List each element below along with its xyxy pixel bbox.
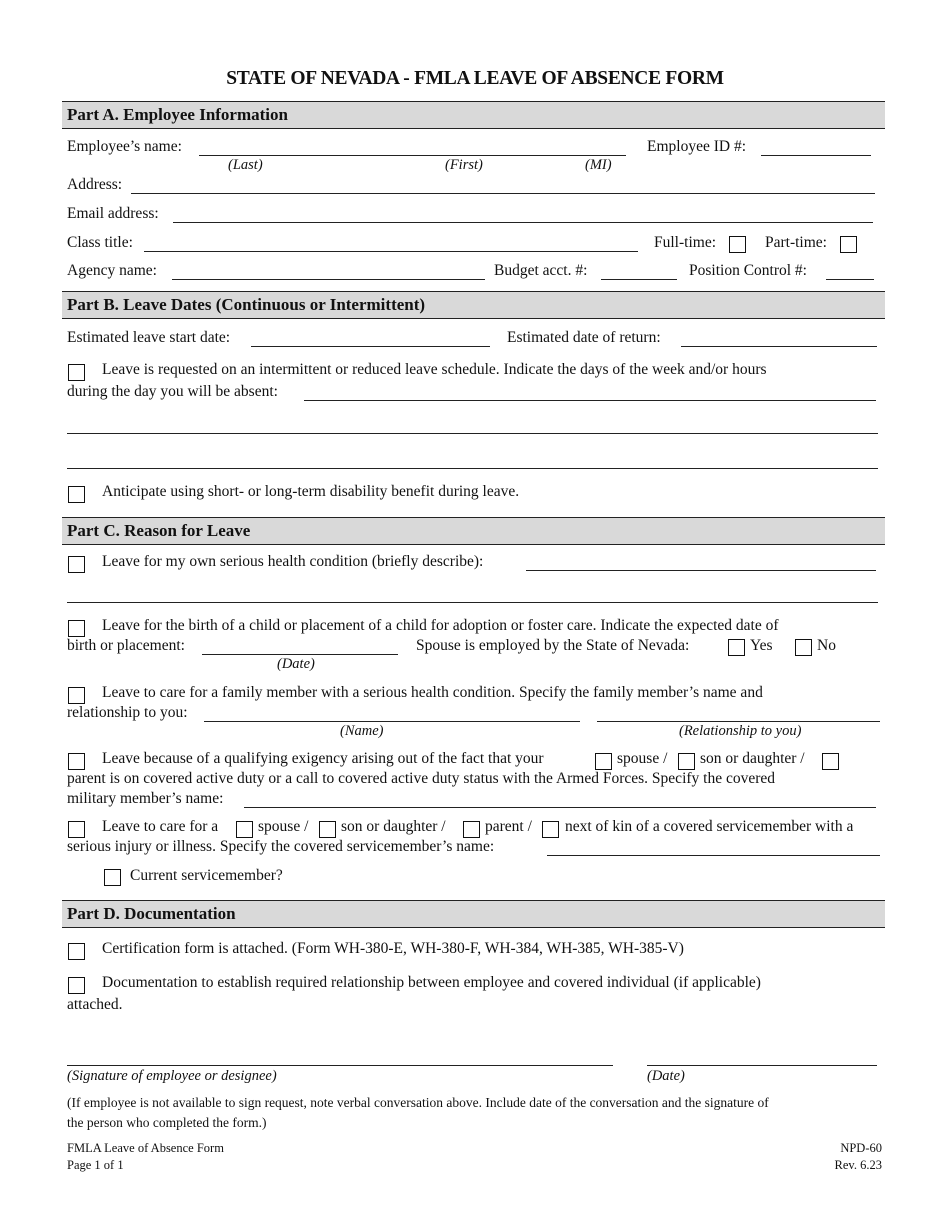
family-text-2: relationship to you: xyxy=(67,704,188,721)
exigency-parent-checkbox[interactable] xyxy=(822,753,839,770)
footer-revision: Rev. 6.23 xyxy=(834,1158,882,1172)
exigency-son-label: son or daughter / xyxy=(700,750,805,767)
service-spouse-checkbox[interactable] xyxy=(236,821,253,838)
own-health-label: Leave for my own serious health condition (briefly describe): xyxy=(102,553,484,570)
part-b-header: Part B. Leave Dates (Continuous or Intermittent) xyxy=(62,291,885,319)
birth-text: Leave for the birth of a child or placement of a child for adoption or foster care. Indicate the expected date of xyxy=(102,617,779,634)
position-label: Position Control #: xyxy=(689,262,807,279)
return-date-field[interactable] xyxy=(681,346,877,347)
name-sub-first: (First) xyxy=(445,157,483,173)
exigency-spouse-checkbox[interactable] xyxy=(595,753,612,770)
signature-date-label: (Date) xyxy=(647,1068,685,1084)
signature-note-2: the person who completed the form.) xyxy=(67,1115,267,1130)
position-field[interactable] xyxy=(826,279,874,280)
part-c-header: Part C. Reason for Leave xyxy=(62,517,885,545)
servicemember-name-field[interactable] xyxy=(547,855,880,856)
family-checkbox[interactable] xyxy=(68,687,85,704)
certification-label: Certification form is attached. (Form WH-380-E, WH-380-F, WH-384, WH-385, WH-385-V) xyxy=(102,940,684,957)
disability-label: Anticipate using short- or long-term disability benefit during leave. xyxy=(102,483,520,500)
own-health-checkbox[interactable] xyxy=(68,556,85,573)
class-title-label: Class title: xyxy=(67,234,133,251)
service-son-checkbox[interactable] xyxy=(319,821,336,838)
employee-name-label: Employee’s name: xyxy=(67,138,182,155)
part-a-header: Part A. Employee Information xyxy=(62,101,885,129)
birth-checkbox[interactable] xyxy=(68,620,85,637)
start-date-label: Estimated leave start date: xyxy=(67,329,231,346)
signature-field[interactable] xyxy=(67,1065,613,1066)
documentation-text: Documentation to establish required relationship between employee and covered individual (if applicable) xyxy=(102,974,761,991)
family-text: Leave to care for a family member with a serious health condition. Specify the family member’s name and xyxy=(102,684,763,701)
part-d-header: Part D. Documentation xyxy=(62,900,885,928)
current-servicemember-label: Current servicemember? xyxy=(130,867,283,884)
spouse-no-label: No xyxy=(817,637,836,654)
part-time-checkbox[interactable] xyxy=(840,236,857,253)
spouse-no-checkbox[interactable] xyxy=(795,639,812,656)
spouse-yes-label: Yes xyxy=(750,637,773,654)
exigency-spouse-label: spouse / xyxy=(617,750,668,767)
current-servicemember-checkbox[interactable] xyxy=(104,869,121,886)
exigency-name-field[interactable] xyxy=(244,807,876,808)
agency-label: Agency name: xyxy=(67,262,157,279)
part-time-label: Part-time: xyxy=(765,234,827,251)
certification-checkbox[interactable] xyxy=(68,943,85,960)
spouse-yes-checkbox[interactable] xyxy=(728,639,745,656)
full-time-checkbox[interactable] xyxy=(729,236,746,253)
family-name-field[interactable] xyxy=(204,721,580,722)
servicemember-text-2: serious injury or illness. Specify the covered servicemember’s name: xyxy=(67,838,495,855)
service-son-label: son or daughter / xyxy=(341,818,446,835)
signature-date-field[interactable] xyxy=(647,1065,877,1066)
disability-checkbox[interactable] xyxy=(68,486,85,503)
servicemember-checkbox[interactable] xyxy=(68,821,85,838)
birth-date-field[interactable] xyxy=(202,654,398,655)
intermittent-field-2[interactable] xyxy=(67,433,878,434)
return-date-label: Estimated date of return: xyxy=(507,329,661,346)
exigency-text-2: parent is on covered active duty or a call to covered active duty status with the Armed Forces. Specify the covered xyxy=(67,770,776,787)
agency-field[interactable] xyxy=(172,279,485,280)
email-label: Email address: xyxy=(67,205,159,222)
page-title: STATE OF NEVADA - FMLA LEAVE OF ABSENCE FORM xyxy=(226,68,724,89)
address-label: Address: xyxy=(67,176,123,193)
spouse-employed-label: Spouse is employed by the State of Nevada: xyxy=(416,637,690,654)
service-parent-label: parent / xyxy=(485,818,532,835)
exigency-checkbox[interactable] xyxy=(68,753,85,770)
employee-id-label: Employee ID #: xyxy=(647,138,747,155)
birth-text-2: birth or placement: xyxy=(67,637,185,654)
family-relationship-field[interactable] xyxy=(597,721,880,722)
intermittent-field-3[interactable] xyxy=(67,468,878,469)
employee-name-field[interactable] xyxy=(199,155,626,156)
intermittent-text: Leave is requested on an intermittent or reduced leave schedule. Indicate the days of the week and/or hours xyxy=(102,361,767,378)
footer-form-name: FMLA Leave of Absence Form xyxy=(67,1141,224,1155)
name-sub-last: (Last) xyxy=(228,157,263,173)
family-relationship-sub: (Relationship to you) xyxy=(679,723,802,739)
family-name-sub: (Name) xyxy=(340,723,384,739)
signature-note: (If employee is not available to sign request, note verbal conversation above. Include date of the conversation and the signature of xyxy=(67,1095,769,1110)
service-parent-checkbox[interactable] xyxy=(463,821,480,838)
email-field[interactable] xyxy=(173,222,873,223)
servicemember-text: Leave to care for a xyxy=(102,818,219,835)
footer-page: Page 1 of 1 xyxy=(67,1158,124,1172)
budget-label: Budget acct. #: xyxy=(494,262,588,279)
full-time-label: Full-time: xyxy=(654,234,716,251)
address-field[interactable] xyxy=(131,193,875,194)
intermittent-text-2: during the day you will be absent: xyxy=(67,383,278,400)
service-kin-checkbox[interactable] xyxy=(542,821,559,838)
budget-field[interactable] xyxy=(601,279,677,280)
documentation-text-2: attached. xyxy=(67,996,123,1013)
exigency-text-3: military member’s name: xyxy=(67,790,224,807)
documentation-checkbox[interactable] xyxy=(68,977,85,994)
birth-date-sub: (Date) xyxy=(277,656,315,672)
signature-label: (Signature of employee or designee) xyxy=(67,1068,277,1084)
service-kin-label: next of kin of a covered servicemember with a xyxy=(565,818,854,835)
own-health-field-2[interactable] xyxy=(67,602,878,603)
intermittent-checkbox[interactable] xyxy=(68,364,85,381)
name-sub-mi: (MI) xyxy=(585,157,612,173)
start-date-field[interactable] xyxy=(251,346,490,347)
class-title-field[interactable] xyxy=(144,251,638,252)
own-health-field[interactable] xyxy=(526,570,876,571)
employee-id-field[interactable] xyxy=(761,155,871,156)
footer-form-number: NPD-60 xyxy=(840,1141,882,1155)
service-spouse-label: spouse / xyxy=(258,818,309,835)
exigency-text: Leave because of a qualifying exigency arising out of the fact that your xyxy=(102,750,544,767)
intermittent-field[interactable] xyxy=(304,400,876,401)
exigency-son-checkbox[interactable] xyxy=(678,753,695,770)
